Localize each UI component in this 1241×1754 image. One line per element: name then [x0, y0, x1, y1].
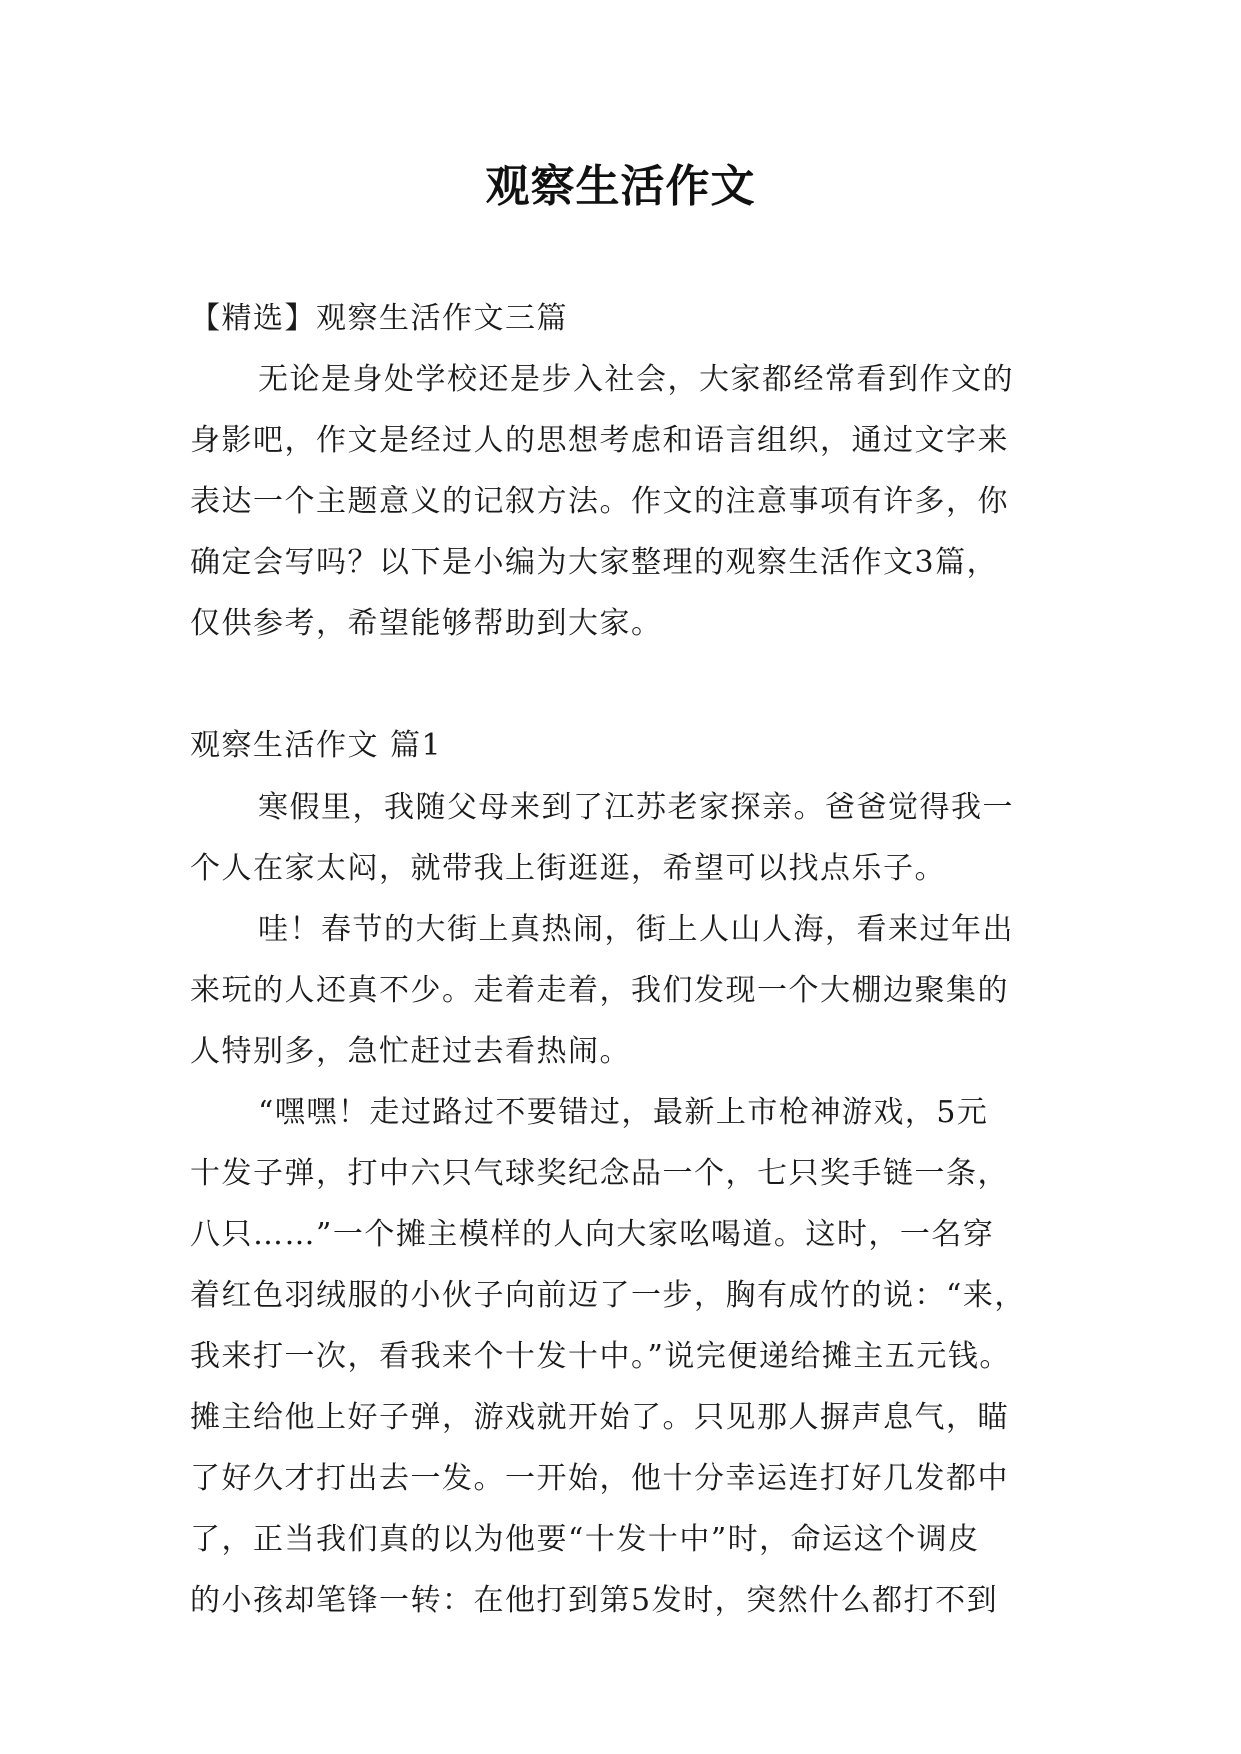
paragraph-line: 了好久才打出去一发。一开始，他十分幸运连打好几发都中 [190, 1461, 1009, 1496]
paragraph-line: 寒假里，我随父母来到了江苏老家探亲。爸爸觉得我一 [258, 790, 1014, 825]
document-body [190, 288, 1070, 1631]
paragraph-line: 我来打一次，看我来个十发十中。”说完便递给摊主五元钱。 [190, 1339, 1011, 1374]
paragraph-line: 来玩的人还真不少。走着走着，我们发现一个大棚边聚集的 [190, 973, 1009, 1008]
intro-line: 身影吧，作文是经过人的思想考虑和语言组织，通过文字来 [190, 423, 1009, 458]
intro-line: 确定会写吗？以下是小编为大家整理的观察生活作文3篇， [190, 545, 999, 580]
paragraph-line: 哇！春节的大街上真热闹，街上人山人海，看来过年出 [258, 912, 1014, 947]
paragraph-line: “嘿嘿！走过路过不要错过，最新上市枪神游戏，5元 [258, 1095, 989, 1130]
paragraph-line: 了，正当我们真的以为他要“十发十中”时，命运这个调皮 [190, 1522, 980, 1557]
document-title: 观察生活作文 [485, 161, 756, 212]
section-heading: 观察生活作文 篇1 [190, 728, 443, 763]
paragraph-line: 摊主给他上好子弹，游戏就开始了。只见那人摒声息气，瞄 [190, 1400, 1009, 1435]
paragraph-line: 八只……”一个摊主模样的人向大家吆喝道。这时，一名穿 [190, 1217, 995, 1252]
paragraph-line: 着红色羽绒服的小伙子向前迈了一步，胸有成竹的说：“来， [190, 1278, 1026, 1313]
paragraph-line: 的小孩却笔锋一转：在他打到第5发时，突然什么都打不到 [190, 1583, 999, 1618]
paragraph-line: 个人在家太闷，就带我上街逛逛，希望可以找点乐子。 [190, 851, 946, 886]
intro-line: 表达一个主题意义的记叙方法。作文的注意事项有许多，你 [190, 484, 1009, 519]
subtitle: 【精选】观察生活作文三篇 [190, 301, 568, 336]
paragraph-line: 十发子弹，打中六只气球奖纪念品一个，七只奖手链一条， [190, 1156, 1009, 1191]
intro-line: 仅供参考，希望能够帮助到大家。 [190, 606, 663, 641]
paragraph-spacer [190, 654, 1070, 715]
paragraph-line: 人特别多，急忙赶过去看热闹。 [190, 1034, 631, 1069]
intro-line: 无论是身处学校还是步入社会，大家都经常看到作文的 [258, 362, 1014, 397]
